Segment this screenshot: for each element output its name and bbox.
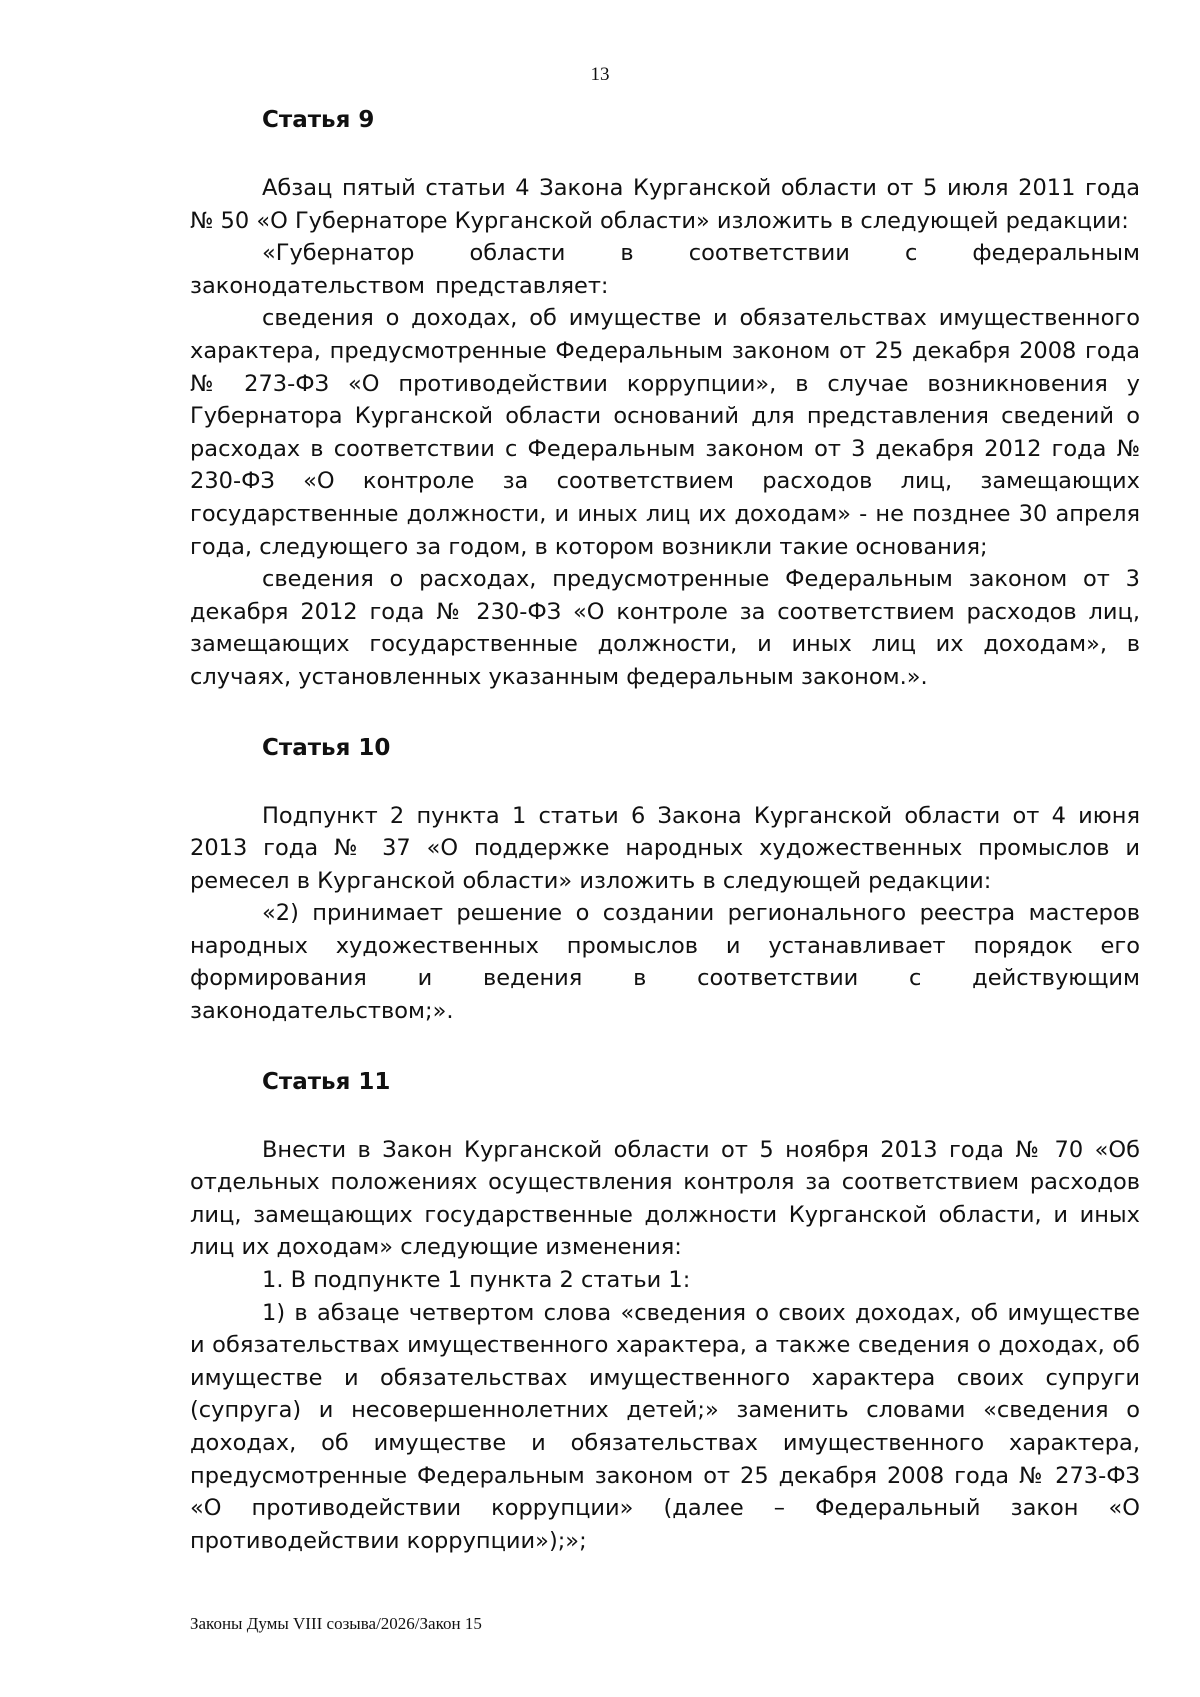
- article-10-paragraph: «2) принимает решение о создании регионального реестра мастеров народных художественных промыслов и устанавливает порядок его формирования и ведения в соответствии с действующим законодательством;».: [190, 900, 1140, 1025]
- article-10-paragraph: Подпункт 2 пункта 1 статьи 6 Закона Курганской области от 4 июня 2013 года № 37 «О поддержке народных художественных промыслов и ремесел в Курганской области» изложить в следующей редакции:: [190, 802, 1140, 894]
- article-11-paragraph: 1. В подпункте 1 пункта 2 статьи 1:: [262, 1267, 691, 1294]
- article-9-paragraph: сведения о доходах, об имуществе и обязательствах имущественного характера, предусмотренные Федеральным законом от 25 декабря 2008 года № 273-ФЗ «О противодействии коррупции», в случае возникновения у Губернатора Курганской области оснований для представления сведений о расходах в соответствии с Федеральным законом от 3 декабря 2012 года № 230-ФЗ «О контроле за соответствием расходов лиц, замещающих государственные должности, и иных лиц их доходам» - не позднее 30 апреля года, следующего за годом, в котором возникли такие основания;: [190, 305, 1140, 560]
- article-9-heading: Статья 9: [262, 107, 375, 133]
- article-11-paragraph: Внести в Закон Курганской области от 5 ноября 2013 года № 70 «Об отдельных положениях осуществления контроля за соответствием расходов лиц, замещающих государственные должности Курганской области, и иных лиц их доходам» следующие изменения:: [190, 1136, 1140, 1261]
- article-9-paragraph: «Губернатор области в соответствии с федеральным законодательством представляет:: [190, 240, 1140, 299]
- article-11-heading: Статья 11: [262, 1068, 391, 1095]
- article-9-paragraph: Абзац пятый статьи 4 Закона Курганской области от 5 июля 2011 года № 50 «О Губернаторе Курганской области» изложить в следующей редакции:: [190, 175, 1140, 234]
- article-9-paragraph: сведения о расходах, предусмотренные Федеральным законом от 3 декабря 2012 года № 230-ФЗ «О контроле за соответствием расходов лиц, замещающих государственные должности, и иных лиц их доходам», в случаях, установленных указанным федеральным законом.».: [190, 566, 1140, 690]
- page-number: 13: [590, 64, 610, 85]
- article-11-paragraph: 1) в абзаце четвертом слова «сведения о своих доходах, об имуществе и обязательствах имущественного характера, а также сведения о доходах, об имуществе и обязательствах имущественного характера своих супруги (супруга) и несовершеннолетних детей;» заменить словами «сведения о доходах, об имуществе и обязательствах имущественного характера, предусмотренные Федеральным законом от 25 декабря 2008 года № 273-ФЗ «О противодействии коррупции» (далее – Федеральный закон «О противодействии коррупции»);»;: [190, 1299, 1140, 1554]
- document-body: [190, 104, 1140, 1557]
- footer-reference: Законы Думы VIII созыва/2026/Закон 15: [190, 1614, 482, 1633]
- article-10-heading: Статья 10: [262, 734, 391, 761]
